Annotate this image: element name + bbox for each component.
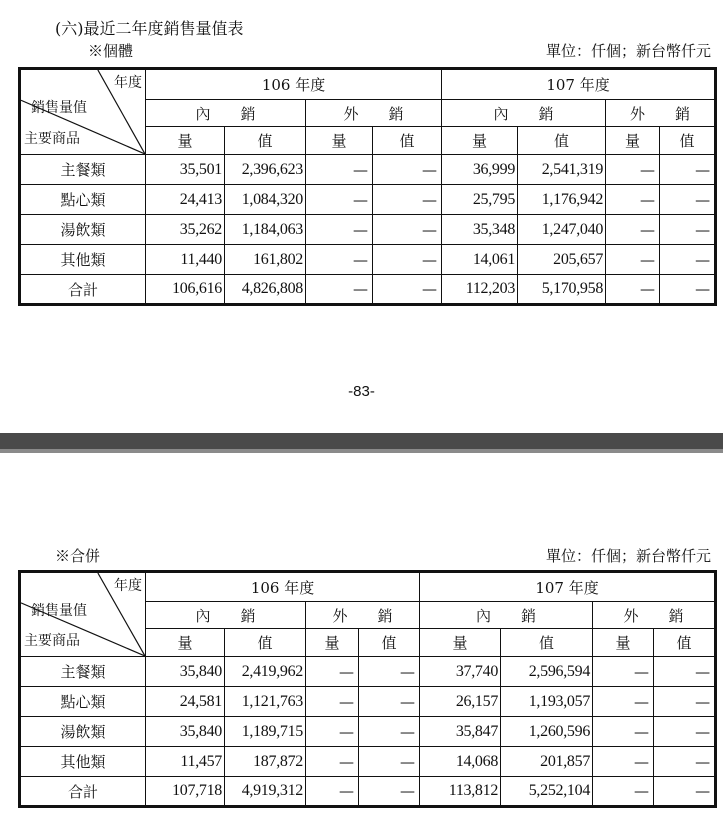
table-cell: — [306,717,359,747]
table-cell: — [654,687,716,717]
export-header: 外 銷 [593,602,716,629]
table-cell: 205,657 [518,245,606,275]
table-row [20,215,716,245]
table-cell: — [654,747,716,777]
table-cell: 35,262 [146,215,225,245]
product-name: 其他類 [20,747,146,777]
table-cell: 35,847 [420,717,501,747]
table-cell: 14,068 [420,747,501,777]
quantity-header: 量 [306,629,359,657]
table-cell: 107,718 [146,777,225,807]
table-cell: 2,541,319 [518,155,606,185]
quantity-header: 量 [420,629,501,657]
page-number: -83- [348,383,375,400]
table-cell: — [306,275,373,305]
quantity-header: 量 [442,127,518,155]
product-name: 合計 [20,275,146,305]
table-cell: 106,616 [146,275,225,305]
table-cell: — [593,687,654,717]
year-106-header: 106 年度 [146,69,442,100]
quantity-header: 量 [146,127,225,155]
table-cell: — [306,245,373,275]
product-name: 主餐類 [20,657,146,687]
table-row [20,185,716,215]
table-cell: 2,596,594 [501,657,593,687]
corner-product-label: 主要商品 [24,131,80,147]
table-row [20,687,716,717]
table-cell: 1,189,715 [225,717,306,747]
table-cell: — [373,245,442,275]
table-cell: — [306,657,359,687]
table-cell: 161,802 [225,245,306,275]
product-name: 主餐類 [20,155,146,185]
table-cell: — [606,155,660,185]
table-cell: — [306,215,373,245]
domestic-header: 內 銷 [146,602,306,629]
table-cell: 1,084,320 [225,185,306,215]
table-cell: 2,396,623 [225,155,306,185]
corner-year-label: 年度 [114,75,142,91]
page-separator-edge [0,449,723,453]
table-cell: — [306,747,359,777]
table-cell: 5,170,958 [518,275,606,305]
table-cell: — [359,717,420,747]
table-cell: 1,121,763 [225,687,306,717]
table-cell: 11,457 [146,747,225,777]
domestic-header: 內 銷 [442,100,606,127]
table-cell: 24,581 [146,687,225,717]
value-header: 值 [518,127,606,155]
table-cell: 1,247,040 [518,215,606,245]
table-cell: 1,176,942 [518,185,606,215]
table-cell: — [373,185,442,215]
product-name: 湯飲類 [20,215,146,245]
table-cell: 36,999 [442,155,518,185]
table-cell: — [373,215,442,245]
table-cell: 4,919,312 [225,777,306,807]
quantity-header: 量 [606,127,660,155]
page-separator [0,433,723,449]
table-cell: — [606,185,660,215]
table-cell: — [654,717,716,747]
export-header: 外 銷 [306,602,420,629]
sales-table-individual [18,67,717,306]
table-cell: 113,812 [420,777,501,807]
table-cell: 24,413 [146,185,225,215]
table-cell: 26,157 [420,687,501,717]
table-cell: 5,252,104 [501,777,593,807]
table-cell: 11,440 [146,245,225,275]
table-cell: 35,840 [146,717,225,747]
quantity-header: 量 [306,127,373,155]
export-header: 外 銷 [306,100,442,127]
unit-note: 單位：仟個；新台幣仟元 [545,42,711,60]
product-name: 點心類 [20,687,146,717]
table-cell: — [606,275,660,305]
table-cell: — [654,777,716,807]
corner-sales-label: 銷售量值 [31,602,87,619]
product-name: 點心類 [20,185,146,215]
table-cell: 1,184,063 [225,215,306,245]
table-cell: — [660,275,716,305]
value-header: 值 [225,127,306,155]
table-label-consolidated: ※合併 [55,547,101,565]
table-row [20,717,716,747]
domestic-header: 內 銷 [420,602,593,629]
domestic-header: 內 銷 [146,100,306,127]
table-cell: — [606,245,660,275]
table-cell: 1,193,057 [501,687,593,717]
value-header: 值 [359,629,420,657]
table-cell: 112,203 [442,275,518,305]
table-cell: 35,501 [146,155,225,185]
table-cell: — [306,155,373,185]
table-cell: — [373,275,442,305]
unit-note-2: 單位：仟個；新台幣仟元 [545,547,711,565]
table-row [20,245,716,275]
section-title: (六)最近二年度銷售量值表 [55,19,244,38]
quantity-header: 量 [593,629,654,657]
corner-header [20,572,146,657]
product-name: 合計 [20,777,146,807]
table-row [20,155,716,185]
value-header: 值 [654,629,716,657]
table-row [20,777,716,807]
table-cell: 187,872 [225,747,306,777]
value-header: 值 [660,127,716,155]
table-cell: — [359,747,420,777]
table-cell: 2,419,962 [225,657,306,687]
table-cell: — [660,155,716,185]
year-107-header: 107 年度 [420,572,716,602]
table-cell: 35,840 [146,657,225,687]
corner-header [20,69,146,155]
table-cell: 1,260,596 [501,717,593,747]
table-cell: — [306,777,359,807]
table-cell: — [654,657,716,687]
table-cell: — [359,777,420,807]
table-cell: — [306,687,359,717]
table-cell: — [606,215,660,245]
table-cell: — [359,657,420,687]
product-name: 其他類 [20,245,146,275]
corner-product-label: 主要商品 [24,633,80,649]
quantity-header: 量 [146,629,225,657]
table-cell: — [359,687,420,717]
value-header: 值 [373,127,442,155]
value-header: 值 [501,629,593,657]
year-107-header: 107 年度 [442,69,716,100]
sales-table-consolidated [18,570,717,808]
table-cell: — [306,185,373,215]
product-name: 湯飲類 [20,717,146,747]
table-cell: — [373,155,442,185]
table-cell: — [660,245,716,275]
corner-year-label: 年度 [114,578,142,594]
export-header: 外 銷 [606,100,716,127]
table-label-individual: ※個體 [88,42,134,60]
table-cell: 37,740 [420,657,501,687]
table-row [20,275,716,305]
table-cell: 4,826,808 [225,275,306,305]
table-row [20,657,716,687]
table-cell: — [593,777,654,807]
table-cell: 201,857 [501,747,593,777]
value-header: 值 [225,629,306,657]
corner-sales-label: 銷售量值 [31,99,87,116]
table-row [20,747,716,777]
table-cell: — [660,185,716,215]
table-cell: 35,348 [442,215,518,245]
table-cell: — [593,747,654,777]
table-cell: — [593,657,654,687]
table-cell: 14,061 [442,245,518,275]
table-cell: — [593,717,654,747]
table-cell: 25,795 [442,185,518,215]
year-106-header: 106 年度 [146,572,420,602]
table-cell: — [660,215,716,245]
